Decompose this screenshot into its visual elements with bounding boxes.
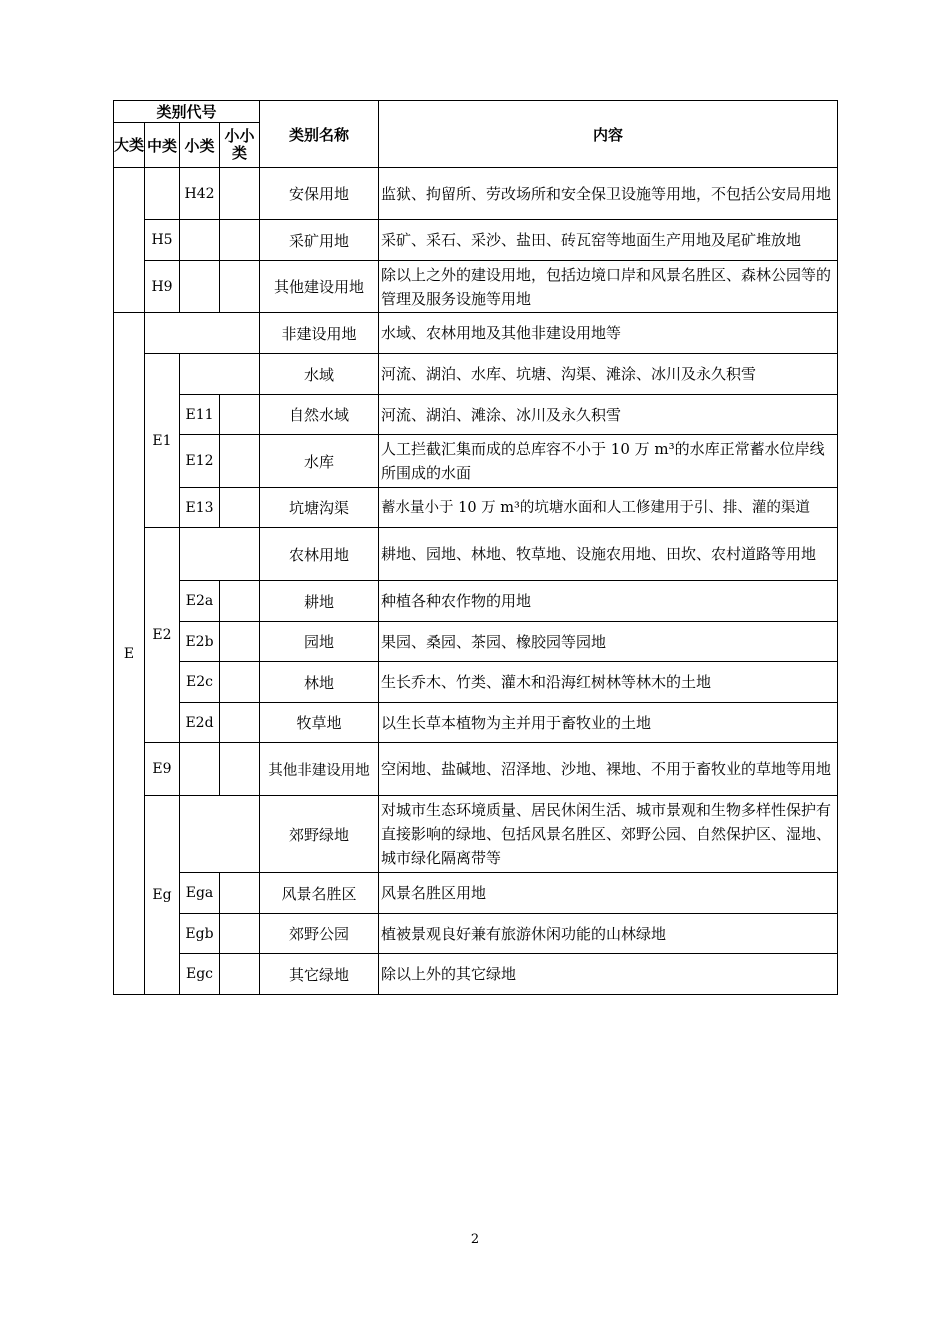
content-cell: 对城市生态环境质量、居民休闲生活、城市景观和生物多样性保护有直接影响的绿地、包括风景名胜区、郊野公园、自然保护区、湿地、城市绿化隔离带等	[379, 796, 838, 873]
category-name-cell: 农林用地	[260, 528, 379, 581]
medium-code-cell: H5	[145, 220, 180, 261]
content-cell: 蓄水量小于 10 万 m³的坑塘水面和人工修建用于引、排、灌的渠道	[379, 488, 838, 528]
category-name-cell: 其它绿地	[260, 954, 379, 995]
medium-code-cell: E2	[145, 528, 180, 743]
name-header: 类别名称	[260, 101, 379, 168]
subminor-code-cell	[220, 703, 260, 743]
content-cell: 河流、湖泊、水库、坑塘、沟渠、滩涂、冰川及永久积雪	[379, 354, 838, 395]
table-row	[114, 435, 838, 488]
category-name-cell: 自然水域	[260, 395, 379, 435]
table-row	[114, 354, 838, 395]
subminor-code-cell	[220, 395, 260, 435]
minor-code-cell: Ega	[180, 873, 220, 914]
table-row	[114, 168, 838, 220]
table-row	[114, 313, 838, 354]
major-code-cell	[114, 168, 145, 313]
content-cell: 以生长草本植物为主并用于畜牧业的土地	[379, 703, 838, 743]
medium-code-cell: Eg	[145, 796, 180, 995]
table-row	[114, 873, 838, 914]
subminor-code-cell	[220, 662, 260, 703]
category-name-cell: 郊野公园	[260, 914, 379, 954]
subminor-code-cell	[220, 435, 260, 488]
content-cell: 监狱、拘留所、劳改场所和安全保卫设施等用地，不包括公安局用地	[379, 168, 838, 220]
table-row	[114, 261, 838, 313]
code-span-cell	[180, 354, 260, 395]
content-cell: 风景名胜区用地	[379, 873, 838, 914]
subminor-code-cell	[220, 954, 260, 995]
table-row	[114, 622, 838, 662]
subminor-header: 小小类	[220, 123, 260, 168]
medium-code-cell: E9	[145, 743, 180, 796]
category-name-cell: 风景名胜区	[260, 873, 379, 914]
category-name-cell: 安保用地	[260, 168, 379, 220]
subminor-code-cell	[220, 743, 260, 796]
category-name-cell: 其他建设用地	[260, 261, 379, 313]
minor-code-cell: E2d	[180, 703, 220, 743]
category-name-cell: 耕地	[260, 581, 379, 622]
subminor-code-cell	[220, 914, 260, 954]
content-cell: 耕地、园地、林地、牧草地、设施农用地、田坎、农村道路等用地	[379, 528, 838, 581]
minor-code-cell: E13	[180, 488, 220, 528]
subminor-code-cell	[220, 622, 260, 662]
content-cell: 种植各种农作物的用地	[379, 581, 838, 622]
medium-header: 中类	[145, 123, 180, 168]
medium-code-cell	[145, 168, 180, 220]
minor-code-cell: E2c	[180, 662, 220, 703]
category-name-cell: 坑塘沟渠	[260, 488, 379, 528]
table-row	[114, 581, 838, 622]
table-row	[114, 662, 838, 703]
table-row	[114, 395, 838, 435]
land-use-classification-table	[113, 100, 838, 995]
content-cell: 水域、农林用地及其他非建设用地等	[379, 313, 838, 354]
subminor-code-cell	[220, 873, 260, 914]
subminor-code-cell	[220, 261, 260, 313]
minor-code-cell: E12	[180, 435, 220, 488]
table-row	[114, 220, 838, 261]
minor-code-cell: H42	[180, 168, 220, 220]
major-code-cell: E	[114, 313, 145, 995]
minor-code-cell	[180, 261, 220, 313]
minor-code-cell: Egb	[180, 914, 220, 954]
content-cell: 植被景观良好兼有旅游休闲功能的山林绿地	[379, 914, 838, 954]
content-cell: 生长乔木、竹类、灌木和沿海红树林等林木的土地	[379, 662, 838, 703]
category-name-cell: 林地	[260, 662, 379, 703]
content-header: 内容	[379, 101, 838, 168]
table-row	[114, 914, 838, 954]
category-name-cell: 水域	[260, 354, 379, 395]
content-cell: 除以上之外的建设用地，包括边境口岸和风景名胜区、森林公园等的管理及服务设施等用地	[379, 261, 838, 313]
category-name-cell: 水库	[260, 435, 379, 488]
medium-code-cell: H9	[145, 261, 180, 313]
table-row	[114, 796, 838, 873]
content-cell: 除以上外的其它绿地	[379, 954, 838, 995]
content-cell: 果园、桑园、茶园、橡胶园等园地	[379, 622, 838, 662]
major-header: 大类	[114, 123, 145, 168]
minor-code-cell	[180, 743, 220, 796]
table-row	[114, 703, 838, 743]
code-span-cell	[145, 313, 260, 354]
code-span-cell	[180, 796, 260, 873]
minor-code-cell: E2b	[180, 622, 220, 662]
code-span-cell	[180, 528, 260, 581]
category-name-cell: 园地	[260, 622, 379, 662]
category-name-cell: 其他非建设用地	[260, 743, 379, 796]
category-name-cell: 非建设用地	[260, 313, 379, 354]
content-cell: 空闲地、盐碱地、沼泽地、沙地、裸地、不用于畜牧业的草地等用地	[379, 743, 838, 796]
minor-header: 小类	[180, 123, 220, 168]
subminor-code-cell	[220, 220, 260, 261]
content-cell: 河流、湖泊、滩涂、冰川及永久积雪	[379, 395, 838, 435]
category-name-cell: 牧草地	[260, 703, 379, 743]
table-row	[114, 528, 838, 581]
code-group-header: 类别代号	[114, 101, 260, 123]
table-row	[114, 954, 838, 995]
table-row	[114, 743, 838, 796]
content-cell: 人工拦截汇集而成的总库容不小于 10 万 m³的水库正常蓄水位岸线所围成的水面	[379, 435, 838, 488]
category-name-cell: 郊野绿地	[260, 796, 379, 873]
subminor-code-cell	[220, 581, 260, 622]
category-name-cell: 采矿用地	[260, 220, 379, 261]
minor-code-cell: E11	[180, 395, 220, 435]
minor-code-cell: E2a	[180, 581, 220, 622]
medium-code-cell: E1	[145, 354, 180, 528]
minor-code-cell	[180, 220, 220, 261]
table-row	[114, 488, 838, 528]
minor-code-cell: Egc	[180, 954, 220, 995]
subminor-code-cell	[220, 168, 260, 220]
content-cell: 采矿、采石、采沙、盐田、砖瓦窑等地面生产用地及尾矿堆放地	[379, 220, 838, 261]
subminor-code-cell	[220, 488, 260, 528]
page-number: 2	[470, 1232, 480, 1247]
